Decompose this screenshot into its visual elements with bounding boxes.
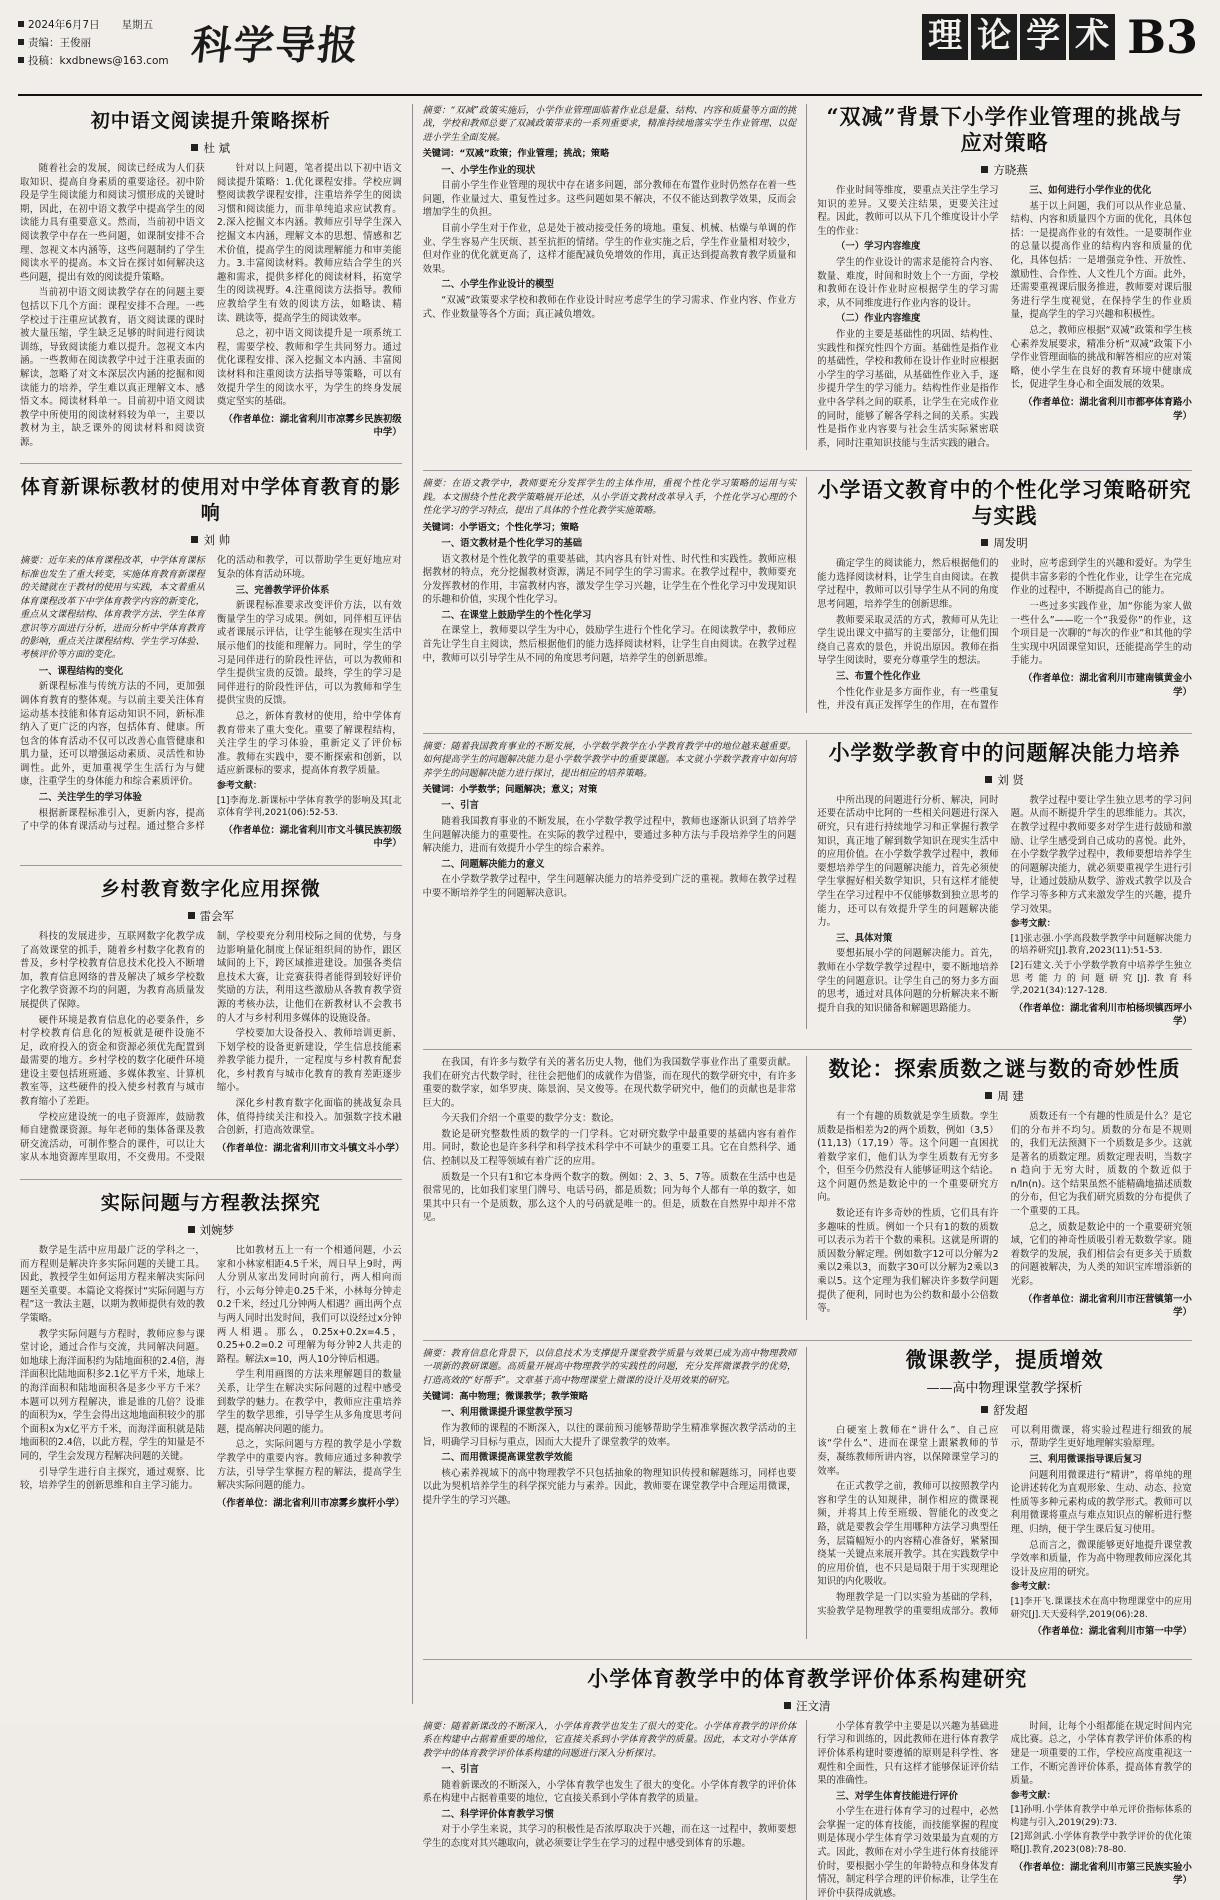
paragraph: 随着我国教育事业的不断发展，在小学数学教学过程中，教师也逐渐认识到了培养学生问题解决能力的重要性。在实际的教学过程中，要通过多种方法与手段培养学生的问题解决能力，进而有效提升小学生的综合素养。 <box>422 816 797 855</box>
affiliation: （作者单位：湖北省利川市文斗镇民族初级中学） <box>223 824 402 850</box>
paragraph: 小学体育教学中主要是以兴趣为基础进行学习和训练的，因此教师在进行体育教学评价体系构建时要遵循的原则是科学性、客观性和全面性，只有这样才能够保证评价结果的准确性。 <box>817 1720 999 1787</box>
paragraph: 小学生在进行体育学习的过程中，必然会掌握一定的体育技能，而技能掌握的程度则是体现小学生体育学习效果最为直观的方式。因此，教师在对小学生进行体育技能评价时，要根据小学生的年龄特点和身体发育情况，制定科学合理的评价标准，让学生在评价中获得成就感。 <box>817 1806 999 1899</box>
byline <box>817 162 1192 178</box>
reference-item: [1]张志强.小学高段数学教学中问题解决能力的培养研究[J].教育,2023(11):51-53. <box>1010 933 1192 957</box>
divider <box>423 1049 1192 1050</box>
paragraph: 作业时间等维度，要重点关注学生学习知识的差异。又要关注结果，更要关注过程。因此，教师可以从下几个维度设计小学生的作业： <box>817 185 999 237</box>
column-left <box>18 104 413 1704</box>
article-title: 体育新课标教材的使用对中学体育教育的影响 <box>20 476 401 525</box>
section-heading: 一、利用微课提升课堂教学预习 <box>441 1407 573 1419</box>
author-name: 雷会军 <box>199 908 235 923</box>
paragraph: 中所出现的问题进行分析、解决，同时还要在活动中比阿的一些相关问题进行深入研究，只有进行持续地学习和正掌握行教学知识，真正地了解到数学知识在现实生活中的应用价值。在小学数学教学过程中，教师要想培养学生的问题解决能力，首先必须使学生掌握好相关数学知识，只有这样才能使学生在学习过程中不仅能够数到独立思考的能力，还可以有效提升学生的问题解决能力。 <box>817 794 999 929</box>
paragraph: “双减”政策要求学校和教师在作业设计时应考虑学生的学习需求、作业内容、作业方式、作业数量等各个方面；真正减负增效。 <box>422 294 797 320</box>
section-heading: 三、对学生体育技能进行评价 <box>836 1790 958 1802</box>
reference-item: [1]李海龙.新课标中学体育教学的影响及其[北京体育学刊,2021(06):52-53. <box>216 795 402 819</box>
article-body <box>20 554 402 850</box>
masthead-email-line <box>18 52 168 70</box>
paragraph: 一些过多实践作业，加“你能为家人做一些什么”——吃一个“我爱你”的作业，这个项目是一次聊的“每次的作业”和其他的学生实现中巩固课堂知识，还能提高学生的动手能力。 <box>1010 601 1192 667</box>
abstract: 摘要：在语文教学中，教师要充分发挥学生的主体作用，重视个性化学习策略的运用与实践。本文围绕个性化教学策略展开论述，从小学语文教材改革导入手，个性化学习心理的个性化学习的学习特点，提出了具体的个性化教学实施策略。 <box>422 478 797 517</box>
article-title: 数论：探索质数之谜与数的奇妙性质 <box>828 1055 1181 1081</box>
masthead-section <box>922 10 1202 64</box>
section-heading: 二、而用微课提高课堂教学效能 <box>441 1452 573 1464</box>
paragraph: 白硬室上教师在“讲什么”、自己应该“学什么”、进而在课堂上跟紧教师的节奏，凝练教师所讲内容，以保障课堂学习的效率。 <box>817 1424 999 1477</box>
paragraph: 新课程标准与传统方法的不同，更加强调体育教育的整体观。与以前主要关注体育运动基本技能和体育运动知识不同，新标准纳入了更广泛的内容，包括体育、健康。所包含的体育活动不仅可以改善心血管健康和肌力量，还可以增强运动素质、灵活性和协调性。此外，更加重视学生生活行为与健康，注重学生的身体能力和综合素质评价。 <box>20 681 205 788</box>
masthead-date: 2024年6月7日 <box>28 19 100 31</box>
byline <box>20 908 402 924</box>
section-char-2: 论 <box>971 14 1017 60</box>
bullet-square-icon <box>191 144 198 151</box>
paragraph: 针对以上问题，笔者提出以下初中语文阅读提升策略：1.优化课程安排。学校应调整阅读教学课程安排，注重培养学生的阅读习惯和阅读能力，而非单纯追求应试教育。2.深入挖掘文本内涵。教师应引导学生深入挖掘文本内涵，理解文本的思想、情感和艺术价值，提高学生的阅读理解能力和审美能力。3.丰富阅读材料。教师应结合学生的兴趣和需求，提供多样化的阅读材料，拓宽学生的阅读视野。4.注重阅读方法指导。教师应教给学生有效的阅读方法，如略读、精读、跳读等，提高学生的阅读效率。 <box>216 163 402 324</box>
bullet-square-icon <box>188 1226 195 1233</box>
bullet-square-icon <box>981 1406 988 1413</box>
paragraph: 学校要加大设备投入、教师培训更新、下划学校的设备更新建设，学生信息技能素养教学能力提升，一定程度与乡村教育配套化，乡村教育与城市化教育的教育差距逐步缩小。 <box>216 1028 402 1094</box>
byline <box>817 1088 1192 1104</box>
paragraph: 引导学生进行自主探究，通过观察、比较，培养学生的创新思维和自主学习能力。 <box>20 1466 205 1492</box>
paragraph: 物理教学是一门以实验为基础的学科，实验教学是物理教学的重要组成部分。教师可以利用微课，将实验过程进行细致的展示，帮助学生更好地理解实验原理。 <box>817 1424 1192 1617</box>
section-heading: 二、关注学生的学习体验 <box>38 792 142 804</box>
author-name: 汪文清 <box>796 1698 831 1713</box>
affiliation: （作者单位：湖北省利川市凉雾乡旗杆小学） <box>216 1497 405 1509</box>
keywords: 关键词：小学语文；个性化学习；策略 <box>422 521 579 533</box>
byline <box>20 140 402 156</box>
reference-item: [1]孙明.小学体育教学中单元评价指标体系的构建与引入,2019(29):73. <box>1010 1805 1192 1828</box>
article-a5 <box>413 104 1202 450</box>
divider <box>20 1179 402 1180</box>
paragraph: 要想拓展小学的问题解决能力。首先，教师在小学数学教学过程中，要不断地培养学生的问题意识。让学生自己的努力多方面的思考，通过对具体问题的分析解决来不断提升自我的知识储备和解题思路能力。 <box>817 948 999 1014</box>
paragraph: 硬件环境是教育信息化的必要条件，乡村学校教育信息化的短板就是硬件设施不足，政府投入的资金和资源必须优先配置到最需要的地方。乡村学校的数字化硬件环境建设主要包括班班通、多媒体教室、计算机教室等，这些硬件的投入使乡村教育与城市教育缩小了差距。 <box>20 1014 205 1108</box>
section-char-4: 术 <box>1069 14 1115 60</box>
masthead-logo <box>168 14 922 71</box>
author-name: 杜 斌 <box>203 141 231 155</box>
paragraph: 在正式教学之前，教师可以按照教学内容和学生的认知规律，制作相应的微课视频，并将其上传至班级、智能化的改变之路，就是要教会学生用哪种方法学习典型任务，层篇幅短小的内容精心准备好，紧紧围绕某一关键点来展开教学。其在实践数学中的应用价值，也不只是局限于用于实现理论知识的内化吸收。 <box>817 1481 999 1588</box>
masthead-info <box>18 14 168 70</box>
section-heading: 二、问题解决能力的意义 <box>441 858 545 870</box>
paragraph: 新课程标准要求改变评价方法，以有效衡量学生的学习成果。例如，同伴相互评估或者课展示评估，让学生能够在现实生活中展示他们的技能和理解力。同时，学生的学习是同伴进行的阶段性评估，可以为教师和学生提供宝贵的反馈。最终，学生的学习是同伴进行的阶段性评估，可以为教师和学生提供宝贵的反馈。 <box>216 600 402 707</box>
article-title: 小学数学教育中的问题解决能力培养 <box>828 739 1181 765</box>
article-title: 微课教学，提质增效 <box>905 1346 1104 1372</box>
article-a4 <box>20 1190 405 1510</box>
byline <box>817 535 1192 551</box>
paragraph: 总之，初中语文阅读提升是一项系统工程，需要学校、教师和学生共同努力。通过优化课程安排、深入挖掘文本内涵、丰富阅读材料和注重阅读方法指导等策略，可以有效提升学生的阅读水平，为学生的终身发展奠定坚实的基础。 <box>216 328 402 408</box>
section-heading: 二、小学生作业设计的模型 <box>441 279 554 291</box>
references <box>217 780 402 820</box>
paragraph: 随着社会的发展，阅读已经成为人们获取知识、提高自身素质的重要途径。初中阶段是学生阅读能力和阅读习惯形成的关键时期，因此，在初中语文教学中提高学生的阅读能力具有重要意义。然而，当前初中语文阅读教学中存在一些问题，如课制安排不合理、忽视文本内涵等，这些问题制约了学生阅读水平的提高。本文旨在探讨如何解决这些问题，提出有效的阅读提升策略。 <box>20 163 205 283</box>
section-heading: 一、语文教材是个性化学习的基础 <box>441 537 583 549</box>
paragraph: 数论是研究整数性质的数学的一门学科。它对研究数学中最重要的基础内容有着作用。同时，数论也是许多科学和科学技术科学中不可缺少的重要工具。它在自然科学、通信、控制以及工程等领域有着广泛的应用。 <box>422 1128 797 1168</box>
author-name: 刘 贤 <box>997 772 1024 787</box>
paragraph: 教学过程中要让学生独立思考的学习问题。从而不断提升学生的思维能力。其次，在教学过程中教师要多对学生进行鼓励和激励、让学生感受到自己成功的喜悦。此外，在小学数学教学过程中，教师要想培养学生的问题解决能力，就必须要重视学生进行引导，让通过鼓励从数学、游戏式教学以及合作学习等多种方式来激发学生的兴趣，提升学习效果。 <box>1010 794 1192 915</box>
article-a6 <box>413 477 1202 713</box>
section-heading: 三、完善教学评价体系 <box>235 584 330 596</box>
paragraph: 根据新课程标准引入，更新内容，提高了中学的体育课活动与过程。通过整合多样化的活动和教学，可以帮助学生更好地应对复杂的体育活动环境。 <box>20 555 402 833</box>
byline <box>817 772 1192 788</box>
bullet-square-icon <box>981 539 988 546</box>
author-name: 舒发超 <box>993 1402 1028 1417</box>
section-heading: 一、引言 <box>441 1763 479 1775</box>
paragraph: 教学实际问题与方程时，教师应参与课堂讨论，通过合作与交流，共同解决问题。如地球上海洋面积约为陆地面积的2.4倍，海洋面积比陆地面积多2.1亿平方千米，地球上的海洋面积和陆地面积各是多少平方千米？本题可以列方程解决，谁是谁的几倍？设谁的面积为x，学生会得出这地地面积较少的那个面积x为x亿平方千米，而海洋面积就是陆地面积的2.4倍，以此方程，学生的知量是不同的，学生会发现方程解决问题的关键。 <box>20 1328 205 1462</box>
divider <box>423 1659 1192 1660</box>
reference-item: [1]李开飞.课课技术在高中物理课堂中的应用研究[J].天天爱科学,2019(06):28. <box>1010 1596 1192 1620</box>
paragraph: 总之，新体育教材的使用，给中学体育教育带来了重大变化。重要了解课程结构，关注学生的学习体验，重新定义了评价标准。教师在实践中，要不断探索和创新，以适应新课标的要求，提高体育教学质量。 <box>216 711 402 777</box>
paragraph: 总之，质数是数论中的一个重要研究领域，它们的神奇性质吸引着无数数学家。随着数学的发展，我们相信会有更多关于质数的问题被解决，为人类的知识宝库增添新的光彩。 <box>1010 1221 1192 1288</box>
affiliation: （作者单位：湖北省利川市第一中学） <box>1032 1626 1192 1638</box>
section-heading: 三、布置个性化作业 <box>836 671 921 683</box>
page-title: 初中语文阅读提升策略探析 <box>90 110 331 132</box>
byline <box>817 1402 1192 1418</box>
article-title: 实际问题与方程教法探究 <box>100 1192 321 1215</box>
section-heading: 一、课程结构的变化 <box>38 665 124 677</box>
paragraph: 教师要采取灵活的方式，教师可从先让学生说出课文中描写的主要部分，让他们围绕自己喜欢的景色，并说出原因。教师在指导学生阅读时，要充分尊重学生的想法。 <box>817 614 999 667</box>
paragraph: 质数是一个只有1和它本身两个数字的数。例如：2、3、5、7等。质数在生活中也是很常见的，比如我们家里门牌号、电话号码，都是质数；同为每个人都有一单的数字，如果其中只有一个是质数，那么这个人的号码就是唯一的。但是，质数在自然界中却并不常见。 <box>422 1171 797 1224</box>
references <box>1011 918 1192 998</box>
reference-item: [2]郑剑武.小学体育教学中教学评价的优化策略[J].教育,2023(08):78-80. <box>1010 1832 1192 1856</box>
bullet-square-icon <box>191 536 198 543</box>
article-title: 小学体育教学中的体育教学评价体系构建研究 <box>587 1665 1028 1691</box>
bullet-square-icon <box>18 39 24 45</box>
section-heading: 一、引言 <box>441 800 479 812</box>
section-heading: 二、科学评价体育教学习惯 <box>441 1808 554 1820</box>
paragraph: 当前初中语文阅读教学存在的问题主要包括以下几个方面：课程安排不合理。一些学校过于注重应试教育，语文阅读课的课时被大量压缩，学生缺乏足够的时间进行阅读训练，导致阅读能力难以提升。忽视文本内涵。一些教师在阅读教学中过于注重表面的解读，忽略了对文本深层次内涵的挖掘和阅读能力的培养，学生难以真正理解文本、感悟文本。阅读材料单一。目前初中语文阅读教学中所使用的阅读材料较为单一，主要以教材为主，缺乏课外的阅读材料和阅读资源。 <box>20 287 205 448</box>
section-heading: 三、如何进行小学作业的优化 <box>1029 185 1152 196</box>
section-char-3: 学 <box>1020 14 1066 60</box>
bullet-square-icon <box>18 57 24 63</box>
author-name: 方晓燕 <box>993 163 1028 177</box>
bullet-square-icon <box>18 21 24 27</box>
bullet-square-icon <box>784 1702 791 1709</box>
abstract: 摘要：教育信息化背景下，以信息技术为支撑提升课堂教学质量与效果已成为高中物理教师一项新的教研课题。高质量开展高中物理教学的实践性的问题，充分发挥微课教学的优势，打造高效的“好帮手”。文章基于高中物理课堂上微课的设计及用效果的研究。 <box>422 1347 797 1386</box>
references-heading: 参考文献： <box>1010 919 1056 930</box>
reference-item: [2]石建文.关于小学数学教育中培养学生独立思考能力的问题研究[J].教育科学,2021(34):127-128. <box>1010 960 1192 997</box>
article-a8 <box>413 1056 1202 1320</box>
masthead-email: 投稿：kxdbnews@163.com <box>28 55 169 67</box>
paragraph: 基于以上问题，我们可以从作业总量、结构、内容和质量四个方面的优化，具体包括：一是提高作业的有效性。一是要制作业的总量以提高作业的结构内容和质量的优化，具体包括：一是增强竞争性、开放性、激励性、合作性、人文性几个方面。此外，还需要重视课后服务推进，教师要对课后服务进行学生度视觉，在保持学生的作业质量，提高学生的学习兴趣和积极性。 <box>1010 200 1192 321</box>
bullet-square-icon <box>985 776 992 783</box>
paragraph: 时间，让每个小组都能在规定时间内完成比赛。总之，小学体育教学评价体系的构建是一项重要的工作，学校应高度重视这一工作，不断完善评价体系，提高体育教学的质量。 <box>1010 1720 1192 1787</box>
article-subtitle: ——高中物理课堂教学探析 <box>926 1380 1083 1396</box>
masthead-editor-line <box>18 34 168 52</box>
author-name: 周发明 <box>993 536 1028 551</box>
article-a3 <box>20 876 405 1165</box>
article-a10 <box>413 1666 1202 1900</box>
page-number: B3 <box>1127 10 1198 64</box>
section-heading: 三、具体对策 <box>836 932 893 944</box>
affiliation: （作者单位：湖北省利川市第三民族实验小学） <box>1013 1861 1192 1887</box>
paragraph: 今天我们介绍一个重要的数学分支：数论。 <box>441 1113 620 1125</box>
references-heading: 参考文献： <box>1010 1582 1056 1593</box>
article-title: “双减”背景下小学作业管理的挑战与应对策略 <box>826 104 1183 155</box>
masthead-weekday: 星期五 <box>121 19 154 31</box>
affiliation: （作者单位：湖北省利川市柏杨坝镇西坪小学） <box>1013 1002 1192 1028</box>
abstract: 摘要：随着新课改的不断深入，小学体育教学也发生了很大的变化。小学体育教学的评价体系在构建中占据着重要的地位，它直接关系到小学体育教学的质量。因此，本文对小学体育教学中的体育教学评价体系构建的问题进行深入分析探讨。 <box>422 1720 797 1759</box>
article-a1 <box>20 108 402 449</box>
subsection-heading: （二）作业内容维度 <box>836 313 921 325</box>
paragraph: 随着新课改的不断深入，小学体育教学也发生了很大的变化。小学体育教学的评价体系在构建中占据着重要的地位，它直接关系到小学体育教学的质量。 <box>422 1779 797 1805</box>
bullet-square-icon <box>985 1092 992 1099</box>
paragraph: 学生的作业设计的需求是能符合内容、数量、难度，时间和时效上个一方面，学校和教师在设计作业时应根据学生的学习需求，从不同维度进行作业内容的设计。 <box>817 256 999 309</box>
paragraph: 核心素养视域下的高中物理教学不只包括抽象的物理知识传授和解题练习，同样也要以此为契机培养学生的科学探究能力与素养。因此，教师要在课堂教学中合理运用微课，提升学生的学习兴趣。 <box>422 1467 797 1506</box>
column-right-wide <box>413 104 1202 1899</box>
paragraph: 作为教师的课程的不断深入，以往的课前预习能够帮助学生精准掌握次教学活动的主旨，明确学习目标与重点，因而大大提升了课堂教学的效率。 <box>422 1423 797 1448</box>
affiliation: （作者单位：湖北省利川市建南镇黄金小学） <box>1023 673 1192 698</box>
masthead <box>18 10 1202 96</box>
masthead-dateline <box>18 16 168 34</box>
section-char-1: 理 <box>922 14 968 60</box>
author-name: 刘 帅 <box>203 533 231 548</box>
masthead-editor: 责编：王俊丽 <box>28 37 91 49</box>
references <box>1011 1581 1192 1621</box>
paragraph: 数学是生活中应用最广泛的学科之一，而方程则是解决许多实际问题的关键工具。因此，教授学生如何运用方程来解决实际问题至关重要。本篇论文将探讨“实际问题与方程”这一教法主题，以期为教师提供有效的教学策略。 <box>20 1245 205 1324</box>
paragraph: 对于小学生来说，其学习的积极性是否浓厚取决于兴趣，而在这一过程中，教师要想学生的态度对其兴趣取向，就必须要让学生在学习的过程中感受到体育的乐趣。 <box>422 1824 797 1849</box>
paragraph: 语文教材是个性化教学的重要基础，其内容具有针对性、时代性和实践性。教师应根据教材的特点，充分挖掘教材资源，满足不同学生的学习需求。在教学过程中，教师要充分发挥教材的作用，丰富教材内容，激发学生学习兴趣，让学生在个性化学习中发现知识的乐趣和价值，实现个性化学习。 <box>422 553 797 606</box>
paragraph: 比如教材五上一有一个相通问题，小云家和小林家相距4.5千米，周日早上9时，两人分别从家出发同时向前行，两人相向而行，小云每分钟走0.25千米，小林每分钟走0.2千米，经过几分钟两人相遇？画出两个点与两人同时出发时间，我们可以设经过x分钟两人相遇。那么，0.25x+0.2x=4.5，0.25+0.2=0.2 可理解为每分钟2人共走的路程。解法x=10，两人10分钟后相遇。 <box>216 1245 402 1365</box>
paragraph: 在我国，有许多与数学有关的著名历史人物，他们为我国数学事业作出了重要贡献。我们在研究古代数学时，往往会把他们的成就作为借鉴，而在现代的数学研究中，有许多重要的数学家，如华罗庚、陈景润、吴文俊等。在现代数学研究中，他们的贡献也是非常巨大的。 <box>422 1056 797 1109</box>
paragraph: 个性化作业是多方面作业，有一些重复性，并没有真正发挥学生的作用，在布置作业时，应考虑到学生的兴趣和爱好。为学生提供丰富多彩的个性化作业，让学生在完成作业的过程中，不断提高自己的能力。 <box>817 558 1192 712</box>
paper-name: 科学导报 <box>189 22 363 69</box>
article-body <box>20 162 402 449</box>
section-heading: 一、小学生作业的现状 <box>441 164 536 176</box>
page-columns <box>18 104 1202 1899</box>
paragraph: 总之，实际问题与方程的教学是小学数学教学中的重要内容。教师应通过多种教学方法，引导学生掌握方程的解法，提高学生解决实际问题的能力。 <box>216 1439 402 1492</box>
paragraph: 确定学生的阅读能力，然后根据他们的能力选择阅读材料，让学生自由阅读。在教学过程中，教师可以引导学生从不同的角度思考问题，培养学生的创新思维。 <box>817 558 999 611</box>
paragraph: 作业的主要是基础性的巩固、结构性、实践性和探究性四个方面。基础性是指作业的基础性，学校和教师在设计作业时应根据小学生的学习基础，从基础性作业入手，逐步提升学生的学习能力。结构性作业是指作业中各学科之间的联系，让学生在完成作业的同时，能够了解各学科之间的关系。实践性是指作业内容要与社会生活实际紧密联系，同时注重知识技能与生活实践的融合。 <box>817 328 999 449</box>
article-a2 <box>20 474 402 850</box>
paragraph: 目前小学生对于作业，总是处于被动接受任务的境地。重复、机械、枯燥与单调的作业、学生容易产生厌烦、甚至抗拒的情绪。学生的作业实施之后，学生作业量相对较少，但对作业的优化就更高了，这样才能配减负免增效的作用，真正达到提高教育教学质量和效果。 <box>422 223 797 275</box>
divider <box>423 1340 1192 1341</box>
paragraph: 质数还有一个有趣的性质是什么？是它们的分布并不均匀。质数的分布是不规则的，我们无法预测下一个质数是多少。这就是著名的质数定理。质数定理表明，当数字 n 趋向于无穷大时，质数的个数近似于 n/ln(n)。这个结果虽然不能精确地描述质数的分布，但它为我们研究质数的分布提供了一个重要的工具。 <box>1010 1110 1192 1218</box>
subsection-heading: （一）学习内容维度 <box>836 241 921 253</box>
abstract: 摘要：近年来的体育课程改革，中学体育课标标准也发生了重大转变，实施体育教育新课程的关键就在于教材的使用与实践，本文着重从体育课程改革下中学体育教学内容的新变化，重点从文课程结构、体育教学方法、学生体育意识等方面进行分析，进而分析中学体育教育的影响，重点关注课程结构、学生学习体验、考核评价等方面的变化。 <box>20 555 205 661</box>
references-heading: 参考文献： <box>216 780 262 791</box>
section-label <box>922 14 1115 60</box>
byline <box>423 1698 1192 1714</box>
divider <box>20 463 402 464</box>
paragraph: 学生利用画图的方法来理解题目的数量关系，让学生在解决实际问题的过程中感受到数学的魅力。在教学中，教师应注重培养学生的数学思维，引导学生从多角度思考问题，提高解决问题的能力。 <box>216 1369 402 1435</box>
author-name: 刘婉梦 <box>199 1223 235 1238</box>
article-a9 <box>413 1347 1202 1639</box>
references-heading: 参考文献： <box>1010 1790 1056 1801</box>
paragraph: 深化乡村教育数字化面临的挑战复杂具体，值得持续关注和投入。加强数字技术融合创新，打造高效课堂。 <box>216 1098 402 1137</box>
paragraph: 数论还有许多奇妙的性质，它们具有许多趣味的性质。例如一个只有1的数的质数可以表示为若干个数的乘积。这就是所谓的质因数分解定理。例如数字12可以分解为2乘以2乘以3，而数字30可以分解为2乘以3乘以5。这个定理为我们解决许多数学问题提供了便利，同时也为公约数和最小公倍数等。 <box>817 1208 999 1315</box>
paragraph: 有一个有趣的质数就是孪生质数。孪生质数是指相差为2的两个质数，例如（3,5）(11,13)（17,19）等。这个问题一直困扰着数学家们，他们认为孪生质数有无穷多个，但至今仍然没有人能够证明这个结论。这个问题仍然是数论中的一个重要研究方向。 <box>817 1110 999 1204</box>
paragraph: 科技的发展进步，互联网数字化教学成了高效课堂的抓手，随着乡村数字化教育的普及，乡村学校教育信息技术化投入不断增加，教育信息网络的普及解决了城乡学校数字化教学资源不均的问题，为教育高质量发展提供了保障。 <box>20 930 205 1010</box>
paragraph: 目前小学生作业管理的现状中存在诸多问题，部分教师在布置作业时仍然存在着一些问题，作业量过大、重复性过多。这些问题如果不解决，不仅不能达到教学效果，反而会增加学生的负担。 <box>422 180 797 219</box>
divider <box>423 470 1192 471</box>
paragraph: 总而言之，微课能够更好地提升课堂教学效率和质量，作为高中物理教师应深化其设计及应用的研究。 <box>1010 1539 1192 1578</box>
affiliation: （作者单位：湖北省利川市凉雾乡民族初级中学） <box>223 413 402 439</box>
affiliation: （作者单位：湖北省利川市都亭体育路小学） <box>1023 396 1192 422</box>
affiliation: （作者单位：湖北省利川市文斗镇文斗小学） <box>216 1142 405 1154</box>
keywords: 关键词：小学数学；问题解决；意义；对策 <box>422 784 598 796</box>
paragraph: 学校应建设统一的电子资源库，鼓励教师自建微课资源。每年老师的集体备课及教研交流活动，可制作整合的课件，可以让大家从本地资源库里取用，不交费用。不受限制，学校要充分利用校际之间的优势，与身边影响量化制度上保证组织间的协作，跟区域间的上下，跨区域推进建设。加强各类信息技术大赛，让竞赛获得者能得到较好评价奖励的方法，利用这些激励从各教育教学资源的考核办法，让他们在新教材认不会教书的人才与乡村利用多媒体的设施设备。 <box>20 930 402 1164</box>
paragraph: 问题利用微课进行“精讲”，将单纯的理论讲述转化为直观形象、生动、动态、拉宽性质等多种元素构成的教学形式。教师可以利用微课将重点与难点知识点的解析进行整理、归纳，便于学生课后复习使用。 <box>1010 1469 1192 1535</box>
paragraph: 总之，教师应根据“双减”政策和学生核心素养发展要求，精准分析“双减”政策下小学作业管理面临的挑战和解答相应的应对策略，使小学生在良好的教育环境中健康成长，促进学生身心和全面发展的效果。 <box>1010 324 1192 391</box>
article-body <box>20 1244 405 1510</box>
references <box>1011 1790 1192 1857</box>
bullet-square-icon <box>188 912 195 919</box>
paragraph: 在课堂上，教师要以学生为中心，鼓励学生进行个性化学习。在阅读教学中，教师应首先让学生自主阅读，然后根据他们的能力选择阅读材料，让学生自由阅读。在教学过程中，教师可以引导学生从不同的角度思考问题，培养学生的创新思维。 <box>422 625 797 664</box>
article-body <box>20 930 405 1165</box>
article-title: 乡村教育数字化应用探微 <box>100 877 321 900</box>
author-name: 周 建 <box>997 1088 1024 1103</box>
affiliation: （作者单位：湖北省利川市汪营镇第一小学） <box>1023 1293 1192 1319</box>
abstract: 摘要：“双减”政策实施后，小学作业管理面临着作业总是量、结构、内容和质量等方面的挑战，学校和教师总要了双减政策带来的一系列重要求，精准持续地落实学生作业管理、以促进小学生全面发展。 <box>422 105 797 143</box>
section-heading: 二、在课堂上鼓励学生的个性化学习 <box>441 609 592 621</box>
article-title: 小学语文教育中的个性化学习策略研究与实践 <box>817 477 1192 529</box>
article-a7 <box>413 740 1202 1029</box>
keywords: 关键词：“双减”政策；作业管理；挑战；策略 <box>422 148 610 160</box>
byline <box>20 532 402 548</box>
divider <box>20 865 402 866</box>
paragraph: 在小学数学教学过程中，学生问题解决能力的培养受到广泛的重视。教师在教学过程中要不断培养学生的问题解决意识。 <box>422 874 797 899</box>
section-heading: 三、利用微课指导课后复习 <box>1029 1454 1142 1465</box>
byline <box>20 1222 402 1238</box>
bullet-square-icon <box>981 166 988 173</box>
abstract: 摘要：随着我国教育事业的不断发展，小学数学教学在小学教育教学中的地位越来越重要。如何提高学生的问题解决能力是小学数学教学中的重要课题。本文就小学数学教育中如何培养学生的问题解决能力进行探讨，提出相应的培养策略。 <box>422 740 797 779</box>
keywords: 关键词：高中物理；微课教学；教学策略 <box>422 1391 588 1403</box>
divider <box>423 733 1192 734</box>
